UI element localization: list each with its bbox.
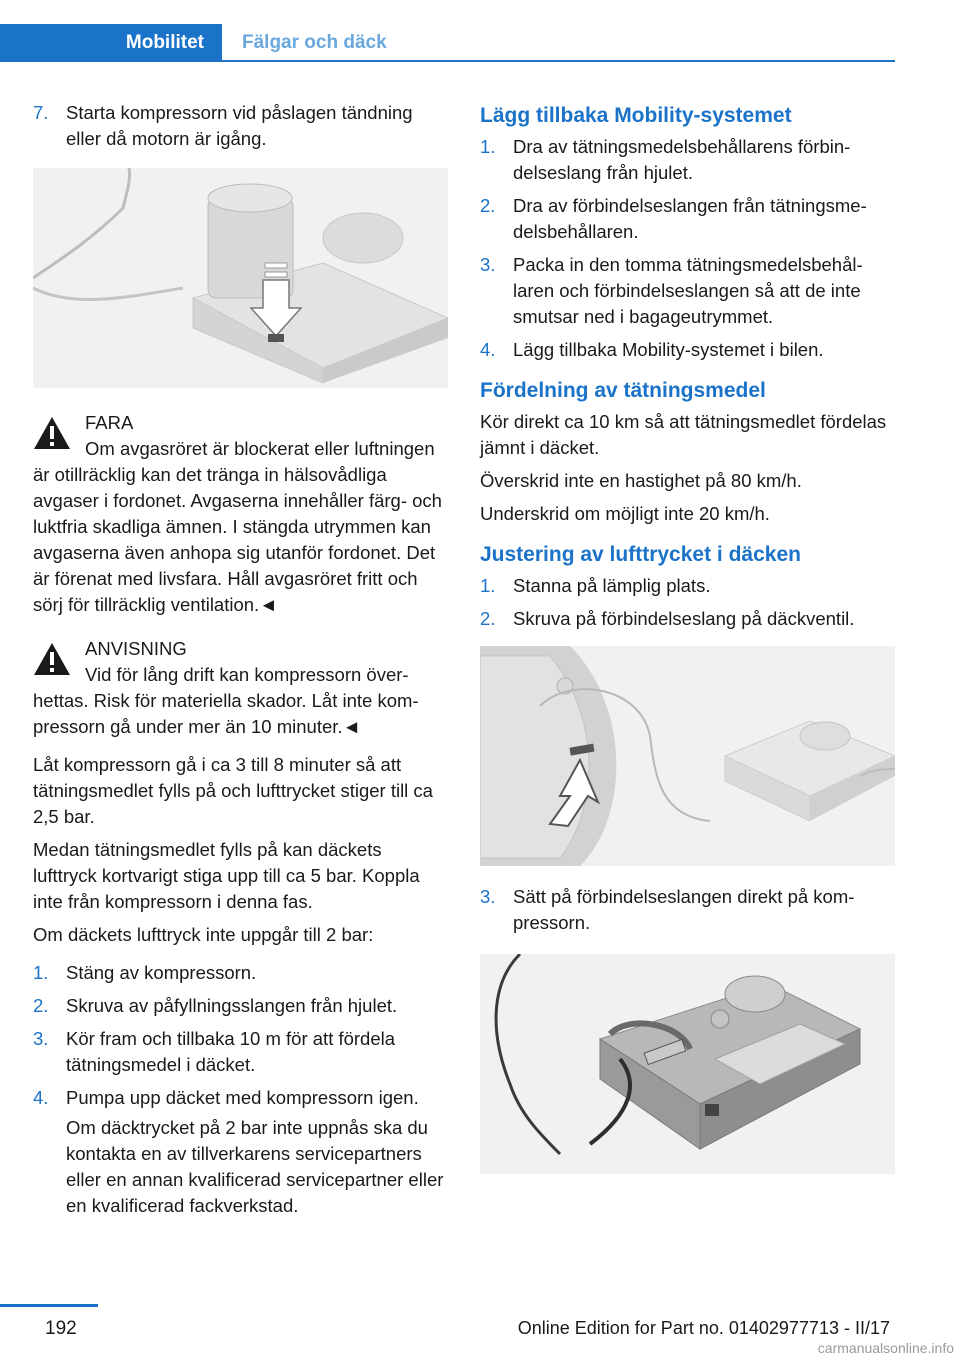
section-heading: Lägg tillbaka Mobility-systemet — [480, 104, 792, 127]
tire-valve-illustration — [480, 646, 895, 866]
list-item — [33, 1026, 448, 1078]
watermark: carmanualsonline.info — [817, 1340, 954, 1356]
step-number: 2. — [480, 195, 496, 216]
right-column — [480, 100, 895, 1192]
compressor-connection-image — [480, 954, 895, 1174]
list-item — [33, 1085, 448, 1111]
step-text: Pumpa upp däcket med kompressorn igen. — [66, 1087, 419, 1108]
list-item — [480, 606, 895, 632]
danger-warning — [33, 406, 448, 618]
list-item — [480, 252, 895, 330]
step-number: 1. — [33, 962, 49, 983]
compressor-button-image — [33, 168, 448, 388]
paragraph: Medan tätningsmedlet fylls på kan däckets lufttryck kortvarigt stiga upp till ca 5 bar. Koppla inte från kompressorn i denna fas. — [33, 839, 420, 912]
step-number: 1. — [480, 575, 496, 596]
header-rule — [222, 60, 895, 62]
list-item — [480, 134, 895, 186]
danger-text: Om avgasröret är blockerat eller luftningen är otillräcklig kan det tränga in hälsovådliga avgaser i fordonet. Avgaserna innehåller färg- och luktfria skadliga ämnen. I stängda utrymmen kan avgaserna även anhopa sig utanför fordonet. Det är förenat med livsfara. Håll avgasröret fritt och sörj för tillräcklig ventilation.◄ — [33, 438, 442, 615]
step-text: Packa in den tomma tätningsmedelsbehållaren och förbindelseslangen så att de inte smutsar ned i bagageutrymmet. — [513, 254, 863, 327]
step-text: Sätt på förbindelseslangen direkt på kompressorn. — [513, 886, 855, 933]
step-text: Kör fram och tillbaka 10 m för att fördela tätningsmedel i däcket. — [66, 1028, 396, 1075]
step-number: 3. — [480, 886, 496, 907]
step-number: 3. — [480, 254, 496, 275]
subsection-tab: Fälgar och däck — [242, 32, 387, 53]
paragraph: Kör direkt ca 10 km så att tätningsmedlet fördelas jämnt i däcket. — [480, 411, 887, 458]
page-number: 192 — [45, 1318, 77, 1339]
step-text: Starta kompressorn vid påslagen tändning eller då motorn är igång. — [66, 102, 413, 149]
step-text: Skruva av påfyllningsslangen från hjulet. — [66, 995, 398, 1016]
step-text: Stäng av kompressorn. — [66, 962, 257, 983]
warning-triangle-icon — [33, 642, 71, 676]
section-heading: Justering av lufttrycket i däcken — [480, 543, 801, 566]
notice-title: ANVISNING — [85, 638, 187, 659]
step-text: Dra av tätningsmedelsbehållarens förbindelseslang från hjulet. — [513, 136, 851, 183]
step-number: 4. — [33, 1087, 49, 1108]
page-header — [0, 24, 895, 62]
step-number: 2. — [33, 995, 49, 1016]
paragraph: Överskrid inte en hastighet på 80 km/h. — [480, 470, 802, 491]
valve-connection-image — [480, 646, 895, 866]
paragraph: Om däckets lufttryck inte uppgår till 2 bar: — [33, 924, 374, 945]
compressor-start-illustration — [33, 168, 448, 388]
step-detail: Om däcktrycket på 2 bar inte uppnås ska du kontakta en av tillverkarens servicepartners eller en annan kvalificerad servicepartner eller en kvalificerad fackverkstad. — [66, 1117, 444, 1216]
step-number: 3. — [33, 1028, 49, 1049]
section-heading: Fördelning av tätningsmedel — [480, 379, 766, 402]
section-tab: Mobilitet — [0, 24, 222, 62]
edition-text: Online Edition for Part no. 01402977713 - II/17 — [517, 1318, 890, 1338]
warning-triangle-icon — [33, 416, 71, 450]
left-column — [33, 100, 448, 1219]
notice-text: Vid för lång drift kan kompressorn överhettas. Risk för materiella skador. Låt inte kompressorn gå under mer än 10 minuter.◄ — [33, 664, 419, 737]
step-7 — [33, 100, 448, 152]
footer-rule — [0, 1304, 98, 1307]
step-text: Lägg tillbaka Mobility-systemet i bilen. — [513, 339, 824, 360]
compressor-hose-illustration — [480, 954, 895, 1174]
step-text: Dra av förbindelseslangen från tätningsmedelsbehållaren. — [513, 195, 867, 242]
paragraph: Låt kompressorn gå i ca 3 till 8 minuter så att tätningsmedlet fylls på och lufttrycket stiger till ca 2,5 bar. — [33, 754, 433, 827]
step-text: Stanna på lämplig plats. — [513, 575, 711, 596]
step-number: 1. — [480, 136, 496, 157]
step-number: 2. — [480, 608, 496, 629]
step-text: Skruva på förbindelseslang på däckventil. — [513, 608, 855, 629]
list-item — [480, 884, 895, 936]
step-number: 7. — [33, 102, 49, 123]
paragraph: Underskrid om möjligt inte 20 km/h. — [480, 503, 770, 524]
list-item — [480, 193, 895, 245]
list-item — [33, 960, 448, 986]
list-item — [33, 993, 448, 1019]
list-item — [480, 337, 895, 363]
notice-warning — [33, 632, 448, 740]
danger-title: FARA — [85, 412, 134, 433]
step-number: 4. — [480, 339, 496, 360]
list-item — [480, 573, 895, 599]
